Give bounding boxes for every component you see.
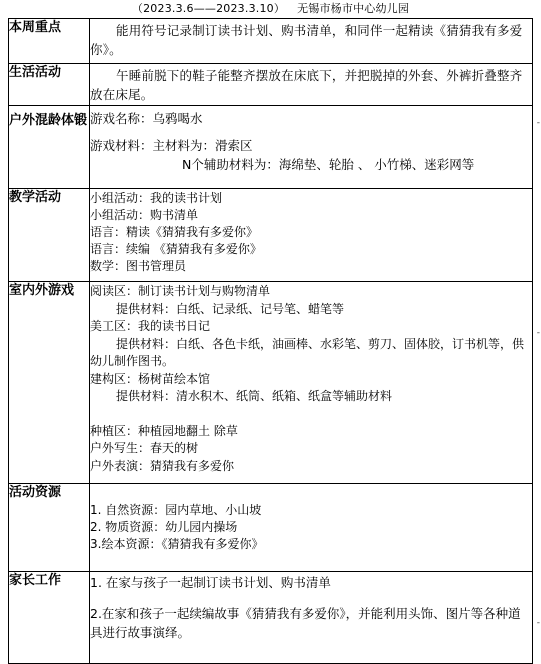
school-name: 无锡市杨市中心幼儿园 [297,2,410,15]
resource-line: 2. 物质资源：幼儿园内操场 [90,520,238,534]
resource-line: 1. 自然资源：园内草地、小山坡 [90,503,262,517]
resources-cell [90,484,533,572]
plant-area: 种植区：种植园地翻土 除草 [90,423,238,438]
art-area: 美工区：我的读书日记 [90,319,211,333]
teaching-line: 数学：图书管理员 [90,259,187,273]
resource-line: 3.绘本资源：《猜猜我有多爱你》 [90,537,264,551]
parents-cell [90,572,533,664]
row-teaching [9,189,533,282]
life-text: 午睡前脱下的鞋子能整齐摆放在床底下，并把脱掉的外套、外裤折叠整齐放在床尾。 [90,68,523,102]
outdoor-material-aux: N个辅助材料为：海绵垫、轮胎 、 小竹梯、迷彩网等 [182,157,475,172]
row-label-focus: 本周重点 [9,19,90,64]
row-label-resources: 活动资源 [9,484,90,572]
indoor-cell [90,282,533,484]
parents-task-1: 1. 在家与孩子一起制订读书计划、购书清单 [90,575,331,590]
teaching-line: 语言：续编 《猜猜我有多爱你》 [90,242,262,256]
row-resources [9,484,533,572]
row-focus [9,19,533,64]
parents-task-2: 2.在家和孩子一起续编故事《猜猜我有多爱你》，并能利用头饰、图片等各种道具进行故事演绎。 [90,606,521,640]
focus-text: 能用符号记录制订读书计划、购书清单，和同伴一起精读《猜猜我有多爱你》。 [90,23,523,57]
outdoor-material-main: 游戏材料：主材料为：滑索区 [90,138,253,153]
build-materials: 提供材料：清水积木、纸筒、纸箱、纸盒等辅助材料 [116,389,393,403]
teaching-line: 语言：精读《猜猜我有多爱你》 [90,225,259,239]
row-indoor [9,282,533,484]
row-label-parents: 家长工作 [9,572,90,664]
reading-area: 阅读区：制订读书计划与购物清单 [90,284,271,298]
row-parents [9,572,533,664]
row-outdoor [9,106,533,189]
row-label-indoor: 室内外游戏 [9,282,90,484]
row-life [9,64,533,106]
spacer [90,592,532,604]
teaching-cell [90,189,533,282]
teaching-line: 小组活动：我的读书计划 [90,191,223,205]
outdoor-cell [90,106,533,189]
life-cell [90,64,533,106]
spacer [90,406,532,423]
row-label-teaching: 教学活动 [9,189,90,282]
perform-area: 户外表演：猜猜我有多爱你 [90,458,235,473]
row-label-outdoor: 户外混龄体锻 [9,106,90,189]
reading-materials: 提供材料：白纸、记录纸、记号笔、蜡笔等 [116,301,345,316]
date-range: （2023.3.6——2023.3.10） [131,2,286,15]
page-edge-marks: - - - [536,118,540,628]
build-area: 建构区：杨树苗绘本馆 [90,371,211,386]
page-header [0,0,541,17]
row-label-life: 生活活动 [9,64,90,106]
outdoor-game-name: 游戏名称：乌鸦喝水 [90,111,203,126]
focus-cell [90,19,533,64]
art-materials: 提供材料：白纸、各色卡纸，油画棒、水彩笔、剪刀、固体胶，订书机等，供幼儿制作图书。 [90,336,525,368]
sketch-area: 户外写生：春天的树 [90,441,199,455]
weekly-plan-table [8,18,533,664]
teaching-line: 小组活动：购书清单 [90,208,199,222]
